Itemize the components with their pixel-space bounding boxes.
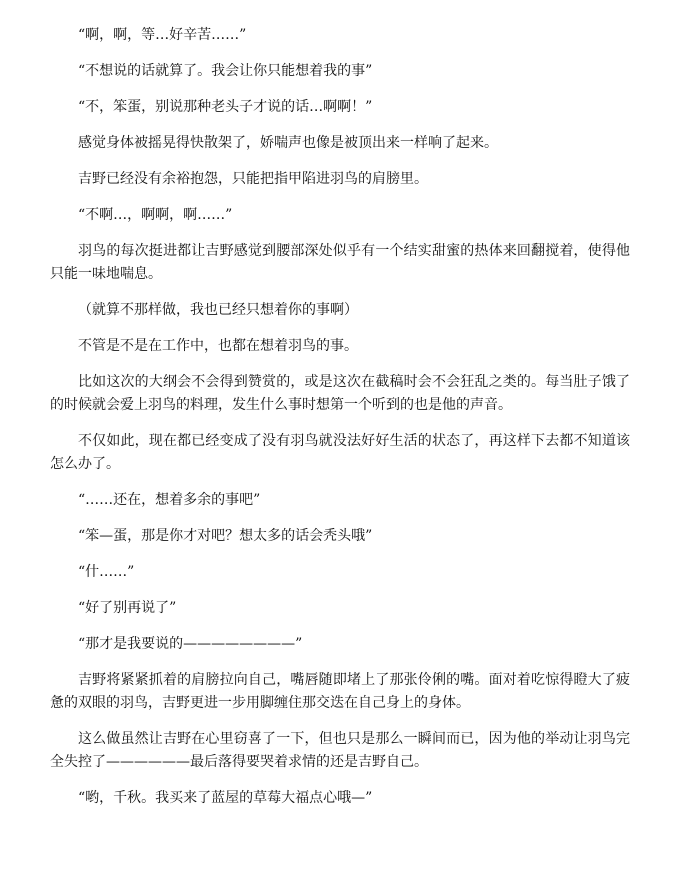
paragraph-8: （就算不那样做，我也已经只想着你的事啊）: [78, 302, 358, 318]
paragraph-9: 不管是不是在工作中，也都在想着羽鸟的事。: [78, 338, 358, 354]
paragraph-7: 羽鸟的每次挺进都让吉野感觉到腰部深处似乎有一个结实甜蜜的热体来回翻搅着，使得他只能一味地喘息。: [50, 243, 630, 282]
paragraph-13: “笨—蛋，那是你才对吧？想太多的话会秃头哦”: [78, 528, 373, 544]
paragraph-3: “不，笨蛋，别说那种老头子才说的话…啊啊！”: [78, 99, 373, 115]
paragraph-15: “好了别再说了”: [78, 600, 177, 616]
paragraph-12: “……还在，想着多余的事吧”: [78, 492, 261, 508]
paragraph-11: 不仅如此，现在都已经变成了没有羽鸟就没法好好生活的状态了，再这样下去都不知道该怎么办了。: [50, 433, 630, 472]
paragraph-6: “不啊…，啊啊，啊……”: [78, 207, 233, 223]
paragraph-5: 吉野已经没有余裕抱怨，只能把指甲陷进羽鸟的肩膀里。: [78, 171, 428, 187]
paragraph-2: “不想说的话就算了。我会让你只能想着我的事”: [78, 63, 373, 79]
paragraph-18: 这么做虽然让吉野在心里窃喜了一下，但也只是那么一瞬间而已，因为他的举动让羽鸟完全失控了——————最后落得要哭着求情的还是吉野自己。: [50, 731, 630, 770]
document-page: [50, 24, 630, 823]
paragraph-4: 感觉身体被摇晃得快散架了，娇喘声也像是被顶出来一样响了起来。: [78, 135, 498, 151]
paragraph-1: “啊，啊，等…好辛苦……”: [78, 27, 247, 43]
paragraph-16: “那才是我要说的————————”: [78, 636, 303, 652]
paragraph-19: “哟，千秋。我买来了蓝屋的草莓大福点心哦—”: [78, 790, 373, 806]
paragraph-10: 比如这次的大纲会不会得到赞赏的，或是这次在截稿时会不会狂乱之类的。每当肚子饿了的时候就会爱上羽鸟的料理，发生什么事时想第一个听到的也是他的声音。: [50, 374, 630, 413]
paragraph-17: 吉野将紧紧抓着的肩膀拉向自己，嘴唇随即堵上了那张伶俐的嘴。面对着吃惊得瞪大了疲惫的双眼的羽鸟，吉野更进一步用脚缠住那交迭在自己身上的身体。: [50, 672, 630, 711]
paragraph-14: “什……”: [78, 564, 135, 580]
